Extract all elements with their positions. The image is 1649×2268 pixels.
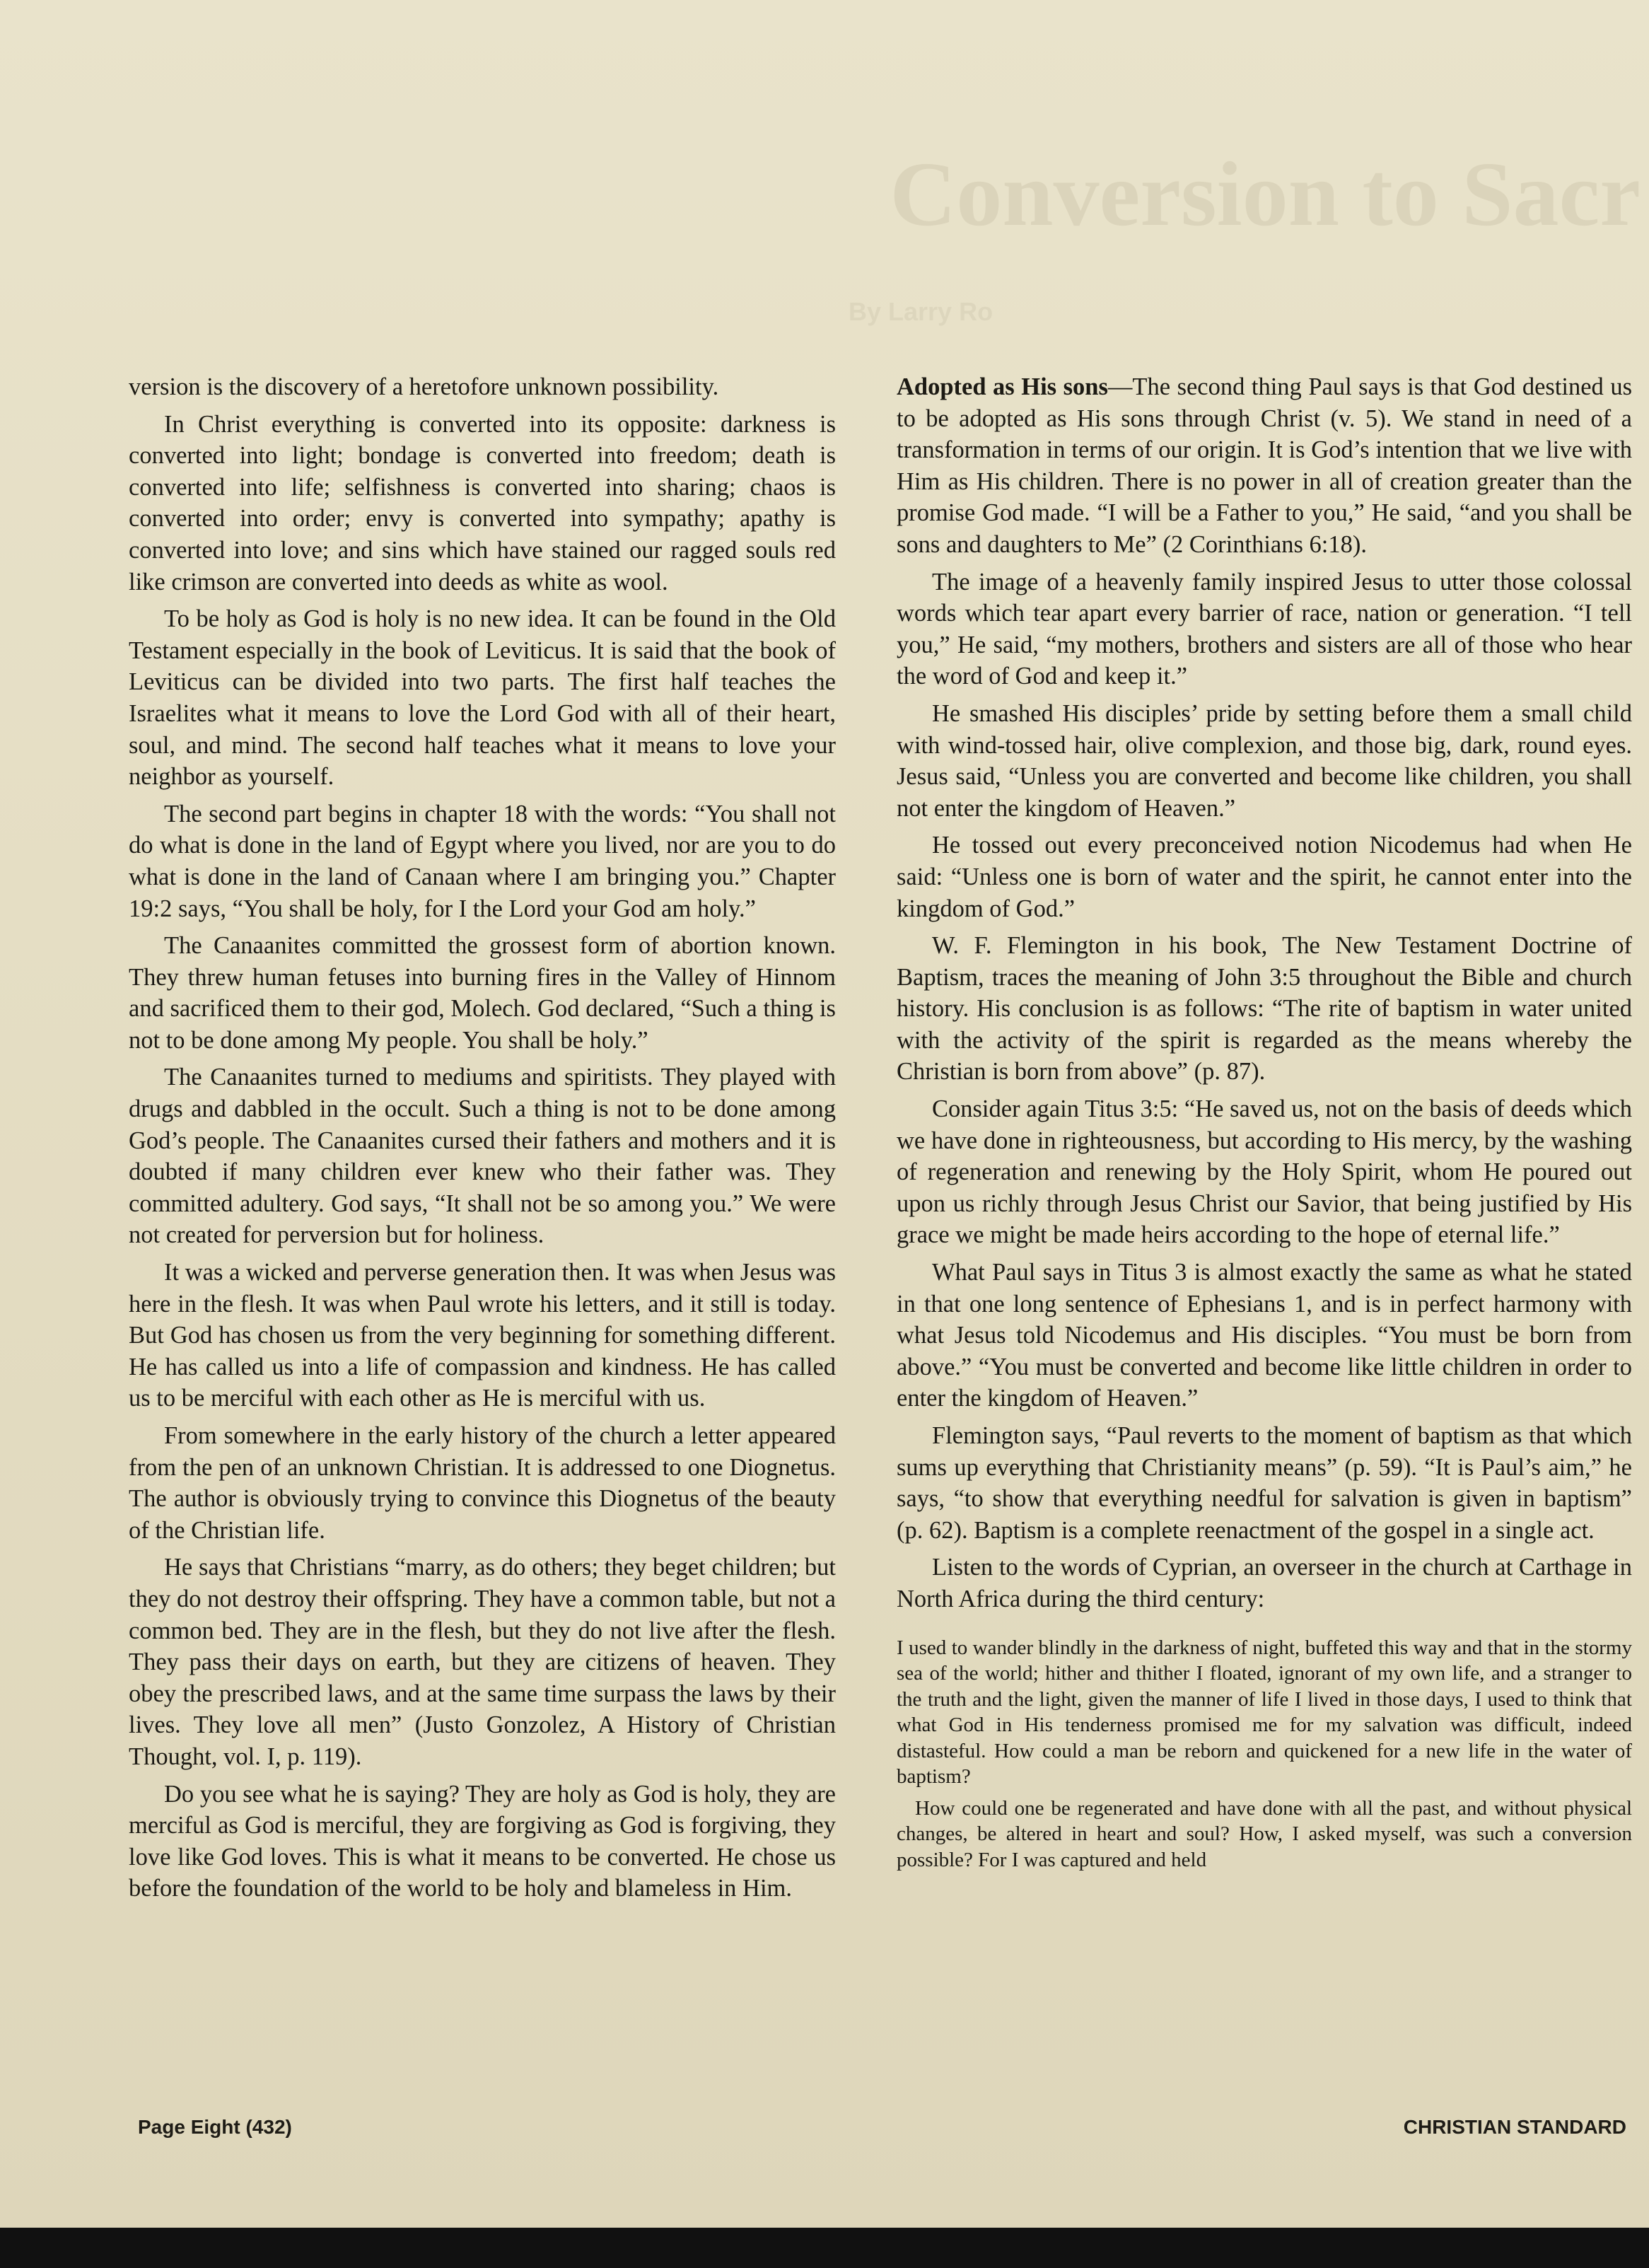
- paragraph: In Christ everything is converted into its opposite: darkness is converted into light; bondage is converted into freedom; death is converted into life; selfishness is converted into sharing; chaos is converted into order; envy is converted into sympathy; apathy is converted into love; and sins which have stained our ragged souls red like crimson are converted into deeds as white as wool.: [129, 410, 836, 595]
- paragraph: The Canaanites committed the grossest form of abortion known. They threw human fetuses into burning fires in the Valley of Hinnom and sacrificed them to their god, Molech. God declared, “Such a thing is not to be done among My people. You shall be holy.”: [129, 932, 836, 1054]
- paragraph: Listen to the words of Cyprian, an overseer in the church at Carthage in North Africa during the third century:: [897, 1554, 1632, 1612]
- paragraph: The Canaanites turned to mediums and spiritists. They played with drugs and dabbled in the occult. Such a thing is not to be done among God’s people. The Canaanites cursed their fathers and mothers and it is doubted if many children ever knew who their father was. They committed adultery. God says, “It shall not be so among you.” We were not created for perversion but for holiness.: [129, 1064, 836, 1249]
- paragraph: He tossed out every preconceived notion Nicodemus had when He said: “Unless one is born of water and the spirit, he cannot enter into the kingdom of God.”: [897, 832, 1632, 922]
- paragraph: version is the discovery of a heretofore unknown possibility.: [129, 373, 719, 400]
- paragraph-text: —The second thing Paul says is that God destined us to be adopted as His sons through Christ (v. 5). We stand in need of a transformation in terms of our origin. It is God’s intention that we live with Him as His children. There is no power in all of creation greater than the promise God made. “I will be a Father to you,” He said, “and you shall be sons and daughters to Me” (2 Corinthians 6:18).: [897, 373, 1632, 558]
- paragraph: From somewhere in the early history of the church a letter appeared from the pen of an unknown Christian. It is addressed to one Diognetus. The author is obviously trying to convince this Diognetus of the beauty of the Christian life.: [129, 1422, 836, 1544]
- right-column: [897, 371, 1632, 1878]
- page-number-footer: Page Eight (432): [138, 2116, 292, 2138]
- paragraph: To be holy as God is holy is no new idea. It can be found in the Old Testament especially in the book of Leviticus. It is said that the book of Leviticus can be divided into two parts. The first half teaches the Israelites what it means to love the Lord God with all of their heart, soul, and mind. The second half teaches what it means to love your neighbor as yourself.: [129, 605, 836, 791]
- faded-byline: By Larry Ro: [849, 297, 994, 326]
- paragraph: The image of a heavenly family inspired Jesus to utter those colossal words which tear apart every barrier of race, nation or generation. “I tell you,” He said, “my mothers, brothers and sisters are all of those who hear the word of God and keep it.”: [897, 568, 1632, 690]
- faded-article-title: Conversion to Sacr: [890, 144, 1641, 245]
- quote-paragraph: I used to wander blindly in the darkness of night, buffeted this way and that in the stormy sea of the world; hither and thither I floated, ignorant of my own life, and a stranger to the truth and the light, given the manner of life I lived in those days, I used to think that what God in His tenderness promised me for my salvation was difficult, indeed distasteful. How could a man be reborn and quickened for a new life in the water of baptism?: [897, 1636, 1632, 1789]
- paragraph: The second part begins in chapter 18 with the words: “You shall not do what is done in the land of Egypt where you lived, nor are you to do what is done in the land of Canaan where I am bringing you.” Chapter 19:2 says, “You shall be holy, for I the Lord your God am holy.”: [129, 800, 836, 922]
- paragraph: What Paul says in Titus 3 is almost exactly the same as what he stated in that one long sentence of Ephesians 1, and is in perfect harmony with what Jesus told Nicodemus and His disciples. “You must be born from above.” “You must be converted and become like little children in order to enter the kingdom of Heaven.”: [897, 1259, 1632, 1412]
- block-quote: [897, 1635, 1632, 1873]
- left-column: [129, 371, 836, 1910]
- paragraph: He smashed His disciples’ pride by setting before them a small child with wind-tossed hair, olive complexion, and those big, dark, round eyes. Jesus said, “Unless you are converted and become like children, you shall not enter the kingdom of Heaven.”: [897, 699, 1632, 822]
- paragraph: It was a wicked and perverse generation then. It was when Jesus was here in the flesh. It was when Paul wrote his letters, and it still is today. But God has chosen us from the very beginning for something different. He has called us into a life of compassion and kindness. He has called us to be merciful with each other as He is merciful with us.: [129, 1259, 836, 1412]
- paragraph: [897, 371, 1632, 561]
- paragraph: W. F. Flemington in his book, The New Testament Doctrine of Baptism, traces the meaning of John 3:5 throughout the Bible and church history. His conclusion is as follows: “The rite of baptism in water united with the activity of the spirit is regarded as the means whereby the Christian is born from above” (p. 87).: [897, 932, 1632, 1086]
- paragraph: Do you see what he is saying? They are holy as God is holy, they are merciful as God is merciful, they are forgiving as God is forgiving, they love like God loves. This is what it means to be converted. He chose us before the foundation of the world to be holy and blameless in Him.: [129, 1780, 836, 1902]
- quote-paragraph: How could one be regenerated and have done with all the past, and without physical changes, be altered in heart and soul? How, I asked myself, was such a conversion possible? For I was captured and held: [897, 1796, 1632, 1871]
- paragraph: Consider again Titus 3:5: “He saved us, not on the basis of deeds which we have done in righteousness, but according to His mercy, by the washing of regeneration and renewing by the Holy Spirit, whom He poured out upon us richly through Jesus Christ our Savior, that being justified by His grace we might be made heirs according to the hope of eternal life.”: [897, 1095, 1632, 1249]
- paragraph: Flemington says, “Paul reverts to the moment of baptism as that which sums up everything that Christianity means” (p. 59). “It is Paul’s aim,” he says, “to show that everything needful for salvation is given in baptism” (p. 62). Baptism is a complete reenactment of the gospel in a single act.: [897, 1422, 1632, 1544]
- paragraph: He says that Christians “marry, as do others; they beget children; but they do not destroy their offspring. They have a common table, but not a common bed. They are in the flesh, but they do not live after the flesh. They pass their days on earth, but they are citizens of heaven. They obey the prescribed laws, and at the same time surpass the laws by their lives. They love all men” (Justo Gonzolez, A History of Christian Thought, vol. I, p. 119).: [129, 1554, 836, 1770]
- scan-bottom-edge: [0, 2228, 1649, 2268]
- section-heading: Adopted as His sons: [897, 373, 1108, 400]
- publication-name-footer: CHRISTIAN STANDARD: [1403, 2116, 1626, 2138]
